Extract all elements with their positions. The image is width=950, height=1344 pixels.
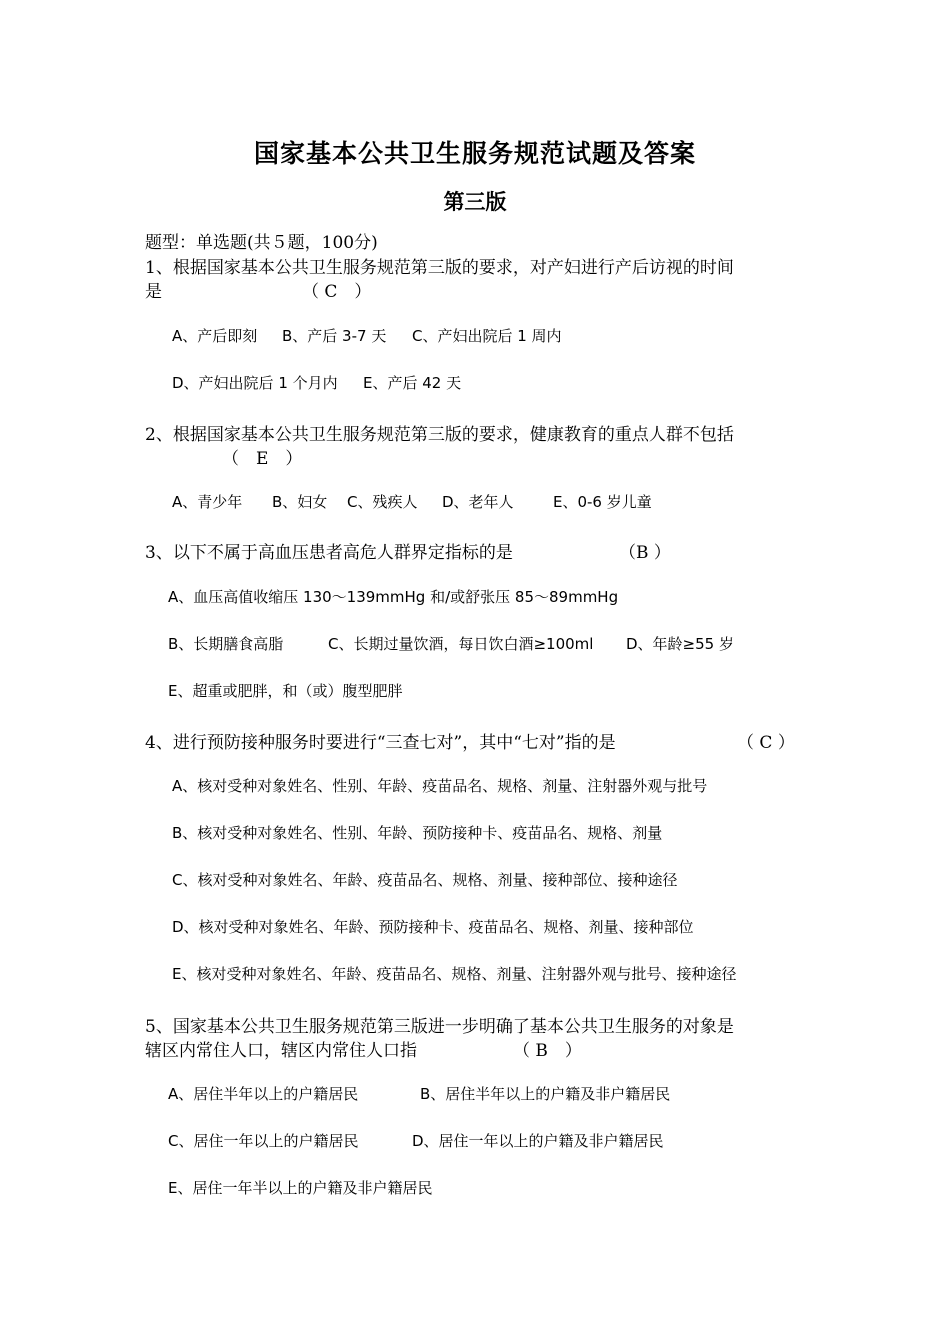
question-4-option-a: A、核对受种对象姓名、性别、年龄、疫苗品名、规格、剂量、注射器外观与批号 [172, 777, 708, 795]
question-4-text: 4、进行预防接种服务时要进行“三查七对”，其中“七对”指的是 [145, 733, 616, 753]
question-4-option-b: B、核对受种对象姓名、性别、年龄、预防接种卡、疫苗品名、规格、剂量 [172, 824, 663, 842]
question-4-answer: （ C ） [737, 733, 795, 753]
question-5-text: 5、国家基本公共卫生服务规范第三版进一步明确了基本公共卫生服务的对象是 [145, 1017, 734, 1037]
question-1-text-cont: 是 [145, 282, 162, 302]
question-3-option-a: A、血压高值收缩压 130～139mmHg 和/或舒张压 85～89mmHg [168, 588, 619, 606]
question-4-option-e: E、核对受种对象姓名、年龄、疫苗品名、规格、剂量、注射器外观与批号、接种途径 [172, 965, 737, 983]
question-5-option-b: B、居住半年以上的户籍及非户籍居民 [420, 1085, 671, 1103]
question-5-option-a: A、居住半年以上的户籍居民 [168, 1085, 359, 1103]
question-1-option-c: C、产妇出院后 1 周内 [412, 327, 562, 345]
question-4-option-c: C、核对受种对象姓名、年龄、疫苗品名、规格、剂量、接种部位、接种途径 [172, 871, 678, 889]
question-1-option-a: A、产后即刻 [172, 327, 258, 345]
question-1-option-d: D、产妇出院后 1 个月内 [172, 374, 338, 392]
document-subtitle: 第三版 [443, 189, 507, 214]
document-title: 国家基本公共卫生服务规范试题及答案 [253, 139, 696, 168]
question-2-text: 2、根据国家基本公共卫生服务规范第三版的要求，健康教育的重点人群不包括 [145, 425, 734, 445]
question-4-option-d: D、核对受种对象姓名、年龄、预防接种卡、疫苗品名、规格、剂量、接种部位 [172, 918, 694, 936]
question-type-label: 题型：单选题(共５题，100分) [145, 233, 378, 253]
question-1-text-line2 [145, 277, 162, 302]
question-2-answer: （ E ） [222, 449, 303, 469]
question-1-text: 1、根据国家基本公共卫生服务规范第三版的要求，对产妇进行产后访视的时间 [145, 258, 734, 278]
question-5-option-d: D、居住一年以上的户籍及非户籍居民 [412, 1132, 664, 1150]
question-1-answer: （ C ） [302, 282, 372, 302]
question-2-option-d: D、老年人 [442, 493, 514, 511]
question-5-text-line2: 辖区内常住人口，辖区内常住人口指 [145, 1041, 417, 1061]
question-3-option-c: C、长期过量饮酒，每日饮白酒≥100ml [328, 635, 594, 653]
question-2-option-c: C、残疾人 [347, 493, 418, 511]
question-3-option-e: E、超重或肥胖，和（或）腹型肥胖 [168, 682, 403, 700]
question-2-option-e: E、0-6 岁儿童 [553, 493, 652, 511]
question-2-option-b: B、妇女 [272, 493, 328, 511]
question-3-option-b: B、长期膳食高脂 [168, 635, 284, 653]
question-3-text: 3、以下不属于高血压患者高危人群界定指标的是 [145, 543, 513, 563]
question-2-option-a: A、青少年 [172, 493, 243, 511]
question-3-option-d: D、年龄≥55 岁 [626, 635, 734, 653]
question-5-option-c: C、居住一年以上的户籍居民 [168, 1132, 359, 1150]
question-1-option-e: E、产后 42 天 [363, 374, 462, 392]
question-3-answer: （B ） [619, 543, 671, 563]
question-1-option-b: B、产后 3-7 天 [282, 327, 387, 345]
question-5-option-e: E、居住一年半以上的户籍及非户籍居民 [168, 1179, 433, 1197]
question-5-answer: （ B ） [513, 1041, 582, 1061]
